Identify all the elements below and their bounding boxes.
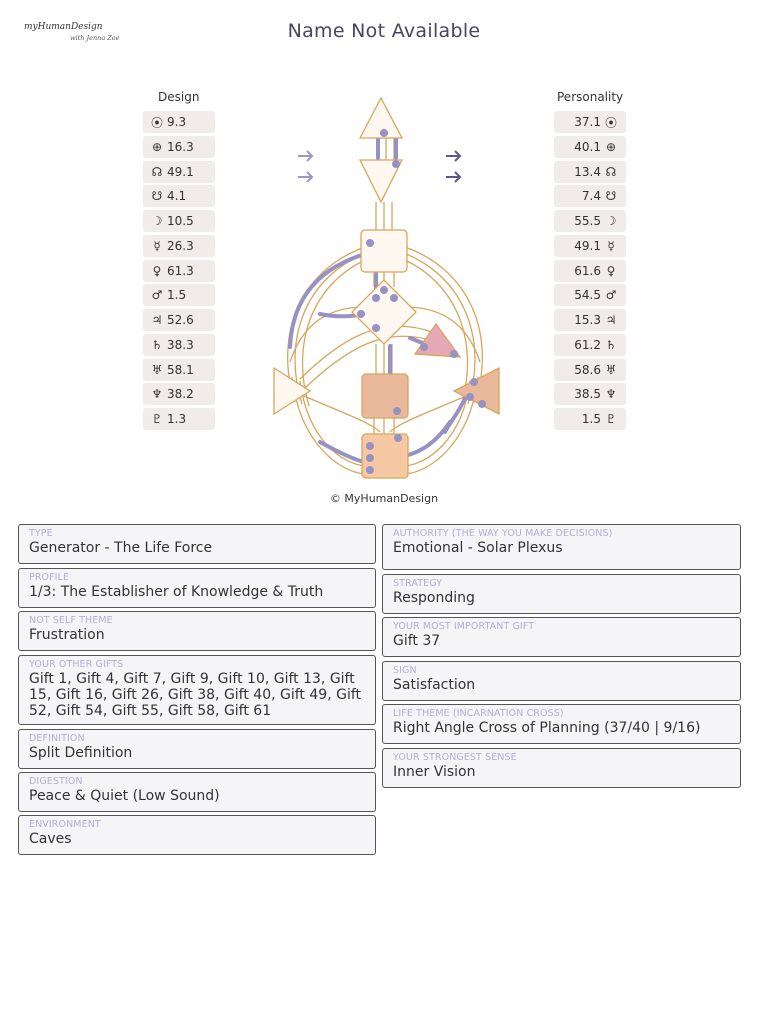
- activation-value: 16.3: [167, 139, 194, 154]
- activation-value: 54.5: [574, 288, 601, 303]
- north-node-icon: ☊: [151, 164, 163, 179]
- activation-value: 1.3: [167, 412, 187, 426]
- card-label: LIFE THEME (INCARNATION CROSS): [393, 708, 564, 719]
- neptune-icon: ♆: [151, 387, 163, 402]
- arrow-right-icon: [298, 151, 312, 161]
- card-value: 1/3: The Establisher of Knowledge & Truth: [29, 584, 324, 600]
- activation-value: 10.5: [167, 214, 194, 228]
- personality-activation: [554, 136, 626, 158]
- saturn-icon: ♄: [605, 337, 617, 352]
- card-value: Satisfaction: [393, 677, 476, 693]
- activation-value: 40.1: [574, 139, 601, 154]
- sign-card: [382, 661, 741, 701]
- activation-value: 49.1: [167, 164, 194, 179]
- strongest-sense-card: [382, 748, 741, 788]
- design-activation: [143, 383, 215, 405]
- design-activation: [143, 161, 215, 183]
- card-value: Gift 37: [393, 633, 441, 649]
- most-important-gift-card: [382, 617, 741, 657]
- arrow-right-icon: [446, 172, 460, 182]
- mercury-icon: ☿: [153, 238, 161, 253]
- activation-value: 49.1: [574, 238, 601, 253]
- card-value: Right Angle Cross of Planning (37/40 | 9/16): [393, 720, 701, 736]
- personality-activation: [554, 161, 626, 183]
- sacral-center: [362, 374, 408, 418]
- design-activation: [143, 359, 215, 381]
- personality-activation: [554, 111, 626, 133]
- logo-subtext: with Jenna Zoe: [70, 34, 120, 42]
- card-value: Frustration: [29, 627, 105, 643]
- activation-value: 58.1: [167, 362, 194, 377]
- activation-value: 26.3: [167, 238, 194, 253]
- pluto-icon: ♇: [151, 412, 163, 426]
- jupiter-icon: ♃: [605, 313, 617, 327]
- sun-icon: ⦿: [604, 115, 617, 130]
- other-gifts-card: [18, 655, 376, 725]
- card-label: TYPE: [29, 528, 53, 539]
- definition-card: [18, 729, 376, 769]
- card-value: Gift 1, Gift 4, Gift 7, Gift 9, Gift 10, Gift 13, Gift 15, Gift 16, Gift 26, Gift 38, Gift 40, Gift 49, Gift 52, Gift 54, Gift 55, Gift 58, Gift 61: [29, 671, 362, 719]
- earth-icon: ⊕: [151, 139, 163, 154]
- personality-activation: [554, 309, 626, 331]
- activation-value: 52.6: [167, 313, 194, 327]
- personality-activation: [554, 185, 626, 207]
- card-value: Peace & Quiet (Low Sound): [29, 788, 220, 804]
- design-activation: [143, 235, 215, 257]
- personality-activation: [554, 334, 626, 356]
- design-activation: [143, 210, 215, 232]
- uranus-icon: ♅: [605, 362, 617, 377]
- card-value: Generator - The Life Force: [29, 540, 213, 556]
- activation-value: 15.3: [574, 313, 601, 327]
- design-activation: [143, 334, 215, 356]
- neptune-icon: ♆: [605, 387, 617, 402]
- throat-center: [361, 230, 407, 272]
- design-activation: [143, 185, 215, 207]
- saturn-icon: ♄: [151, 337, 163, 352]
- card-label: NOT SELF THEME: [29, 615, 113, 626]
- activation-value: 55.5: [574, 214, 601, 228]
- activation-value: 38.3: [167, 337, 194, 352]
- south-node-icon: ☋: [151, 189, 163, 204]
- personality-activation: [554, 210, 626, 232]
- card-label: SIGN: [393, 665, 417, 676]
- uranus-icon: ♅: [151, 362, 163, 377]
- card-label: YOUR OTHER GIFTS: [29, 659, 124, 670]
- activation-value: 61.6: [574, 263, 601, 278]
- activation-value: 1.5: [581, 412, 601, 426]
- card-label: DEFINITION: [29, 733, 85, 744]
- personality-activation: [554, 359, 626, 381]
- venus-icon: ♀: [606, 263, 616, 278]
- activation-value: 37.1: [574, 115, 601, 129]
- sun-icon: ⦿: [150, 115, 163, 130]
- card-label: STRATEGY: [393, 578, 443, 589]
- card-label: DIGESTION: [29, 776, 83, 787]
- page-title: Name Not Available: [287, 20, 481, 42]
- not-self-theme-card: [18, 611, 376, 651]
- environment-card: [18, 815, 376, 855]
- mars-icon: ♂: [605, 288, 617, 303]
- activation-value: 1.5: [167, 288, 187, 303]
- personality-activations: [554, 111, 626, 433]
- activation-value: 9.3: [167, 115, 187, 129]
- south-node-icon: ☋: [605, 189, 617, 204]
- card-label: YOUR STRONGEST SENSE: [393, 752, 517, 763]
- design-activation: [143, 260, 215, 282]
- personality-activation: [554, 383, 626, 405]
- card-value: Split Definition: [29, 745, 133, 761]
- design-activation: [143, 111, 215, 133]
- design-activation: [143, 284, 215, 306]
- design-activation: [143, 408, 215, 430]
- personality-activation: [554, 408, 626, 430]
- mercury-icon: ☿: [607, 238, 615, 253]
- activation-value: 61.2: [574, 337, 601, 352]
- card-value: Caves: [29, 831, 72, 847]
- copyright-text: © MyHumanDesign: [329, 492, 439, 505]
- type-card: [18, 524, 376, 564]
- north-node-icon: ☊: [605, 164, 617, 179]
- activation-value: 4.1: [167, 189, 187, 204]
- activation-value: 61.3: [167, 263, 194, 278]
- moon-icon: ☽: [605, 214, 617, 228]
- arrow-right-icon: [446, 151, 460, 161]
- digestion-card: [18, 772, 376, 812]
- earth-icon: ⊕: [605, 139, 617, 154]
- pluto-icon: ♇: [605, 412, 617, 426]
- mars-icon: ♂: [151, 288, 163, 303]
- personality-column-heading: Personality: [557, 90, 624, 104]
- personality-arrows: [444, 148, 464, 188]
- card-value: Inner Vision: [393, 764, 476, 780]
- card-value: Responding: [393, 590, 475, 606]
- strategy-card: [382, 574, 741, 614]
- design-arrows: [296, 148, 316, 188]
- personality-activation: [554, 235, 626, 257]
- profile-card: [18, 568, 376, 608]
- activation-value: 38.2: [167, 387, 194, 402]
- jupiter-icon: ♃: [151, 313, 163, 327]
- design-column-heading: Design: [158, 90, 200, 104]
- design-activation: [143, 136, 215, 158]
- activation-value: 13.4: [574, 164, 601, 179]
- personality-activation: [554, 260, 626, 282]
- activation-value: 7.4: [581, 189, 601, 204]
- personality-activation: [554, 284, 626, 306]
- design-activations: [143, 111, 215, 433]
- card-label: YOUR MOST IMPORTANT GIFT: [393, 621, 535, 632]
- activation-value: 58.6: [574, 362, 601, 377]
- card-value: Emotional - Solar Plexus: [393, 540, 563, 556]
- life-theme-card: [382, 704, 741, 744]
- card-label: PROFILE: [29, 572, 70, 583]
- card-label: AUTHORITY (THE WAY YOU MAKE DECISIONS): [393, 528, 613, 539]
- arrow-right-icon: [298, 172, 312, 182]
- authority-card: [382, 524, 741, 570]
- logo-text: myHumanDesign: [24, 22, 103, 32]
- activation-value: 38.5: [574, 387, 601, 402]
- card-label: ENVIRONMENT: [29, 819, 101, 830]
- venus-icon: ♀: [152, 263, 162, 278]
- design-activation: [143, 309, 215, 331]
- moon-icon: ☽: [151, 214, 163, 228]
